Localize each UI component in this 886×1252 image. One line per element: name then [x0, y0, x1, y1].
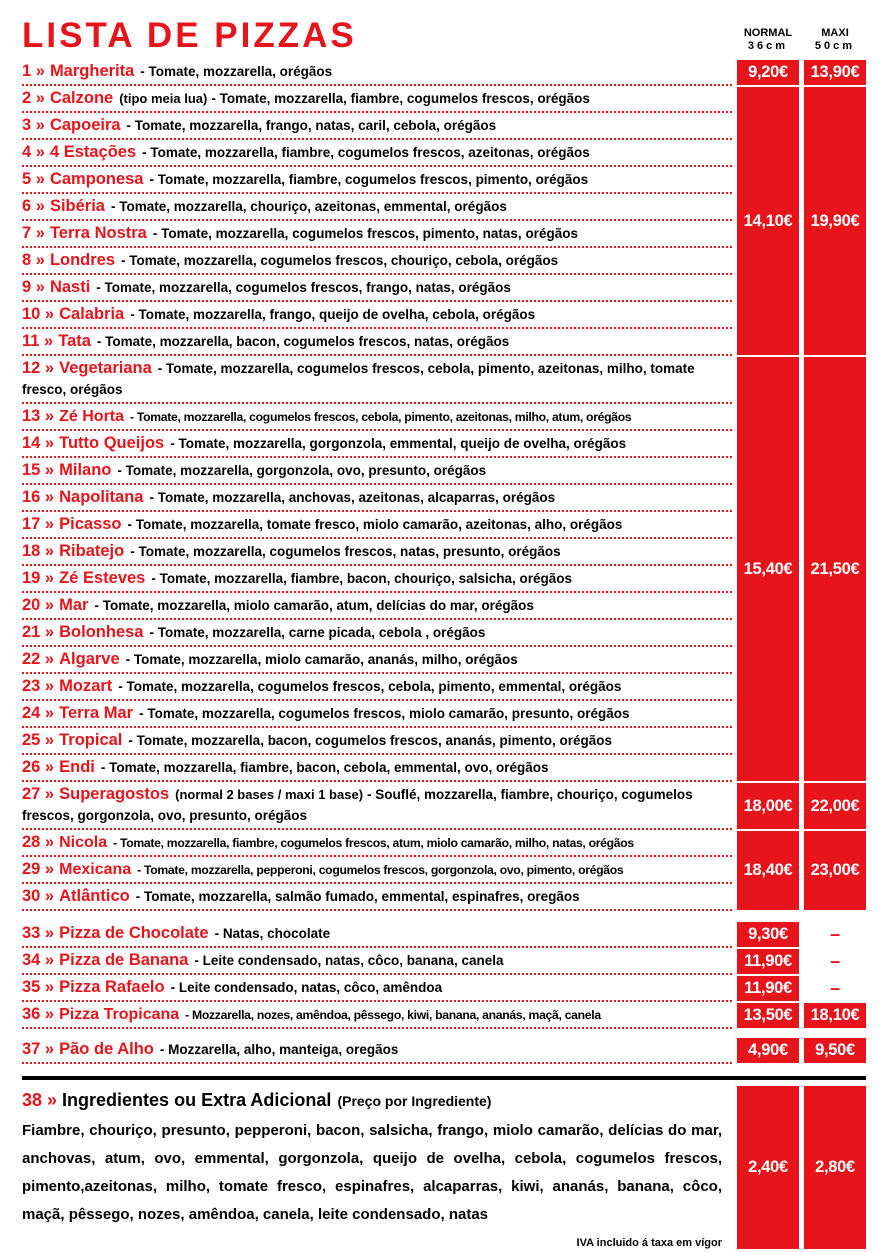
item-description: - Leite condensado, natas, côco, amêndoa [170, 980, 443, 995]
menu-group [22, 59, 866, 86]
menu-group [22, 86, 866, 356]
item-name: Tata [58, 332, 91, 350]
item-number: 2 » [22, 89, 45, 107]
extra-price-maxi: 2,80€ [804, 1086, 866, 1249]
price-maxi: 23,00€ [804, 831, 866, 910]
item-description: - Tomate, mozzarella, frango, queijo de ovelha, cebola, orégãos [130, 307, 536, 322]
item-name: Capoeira [49, 116, 121, 134]
item-name: Pizza de Banana [59, 951, 189, 969]
item-description: - Tomate, mozzarella, cogumelos frescos, natas, presunto, orégãos [130, 544, 561, 559]
item-description: - Tomate, mozzarella, bacon, cogumelos frescos, ananás, pimento, orégãos [128, 733, 613, 748]
item-description: - Tomate, mozzarella, cogumelos frescos, pimento, natas, orégãos [152, 226, 578, 241]
menu-item [22, 620, 732, 647]
extra-item-number: 38 » [22, 1090, 58, 1110]
item-number: 28 » [22, 833, 55, 851]
menu-item [22, 431, 732, 458]
price-maxi: – [830, 978, 840, 998]
item-number: 19 » [22, 569, 55, 587]
menu-item [22, 782, 732, 830]
item-name: Bolonhesa [59, 623, 144, 641]
item-name: Tropical [59, 731, 123, 749]
extra-price-normal: 2,40€ [737, 1086, 799, 1249]
extra-title: Ingredientes ou Extra Adicional [62, 1090, 332, 1110]
menu-item [22, 113, 732, 140]
item-name: Napolitana [59, 488, 144, 506]
item-number: 33 » [22, 924, 55, 942]
menu-item [22, 701, 732, 728]
item-number: 34 » [22, 951, 55, 969]
menu-group [22, 1037, 866, 1064]
item-name: Atlântico [59, 887, 130, 905]
item-description: - Tomate, mozzarella, gorgonzola, emmental, queijo de ovelha, orégãos [170, 436, 627, 451]
item-name: Zé Horta [59, 408, 125, 425]
item-description: - Tomate, mozzarella, bacon, cogumelos frescos, natas, orégãos [96, 334, 510, 349]
price-maxi: – [830, 924, 840, 944]
item-name: Calzone [49, 89, 114, 107]
menu-group [22, 921, 866, 948]
item-description: - Tomate, mozzarella, carne picada, cebola , orégãos [149, 625, 486, 640]
menu-item [22, 948, 732, 975]
price-normal: 11,90€ [737, 949, 799, 974]
group-items [22, 975, 732, 1002]
item-name: Picasso [59, 515, 122, 533]
price-normal: 9,30€ [737, 922, 799, 947]
menu-group [22, 830, 866, 911]
item-number: 21 » [22, 623, 55, 641]
item-description: - Tomate, mozzarella, fiambre, cogumelos frescos, orégãos [211, 91, 590, 106]
item-number: 10 » [22, 305, 55, 323]
menu-groups [22, 59, 866, 1064]
item-name: Terra Mar [59, 704, 134, 722]
price-maxi: 13,90€ [804, 60, 866, 85]
menu-item [22, 59, 732, 86]
menu-item [22, 248, 732, 275]
menu-item [22, 593, 732, 620]
item-name: Endi [59, 758, 95, 776]
item-number: 8 » [22, 251, 45, 269]
price-normal: 18,00€ [737, 783, 799, 829]
iva-note: IVA incluido á taxa em vígor [576, 1237, 722, 1249]
item-name: Algarve [59, 650, 120, 668]
group-items [22, 830, 732, 911]
normal-column-header [737, 27, 799, 53]
extra-title-row [22, 1086, 722, 1117]
item-description: - Natas, chocolate [214, 926, 331, 941]
menu-item [22, 884, 732, 911]
normal-column-label: NORMAL [743, 26, 793, 39]
item-description: - Tomate, mozzarella, miolo camarão, atum, delícias do mar, orégãos [94, 598, 534, 613]
item-number: 6 » [22, 197, 45, 215]
menu-item [22, 221, 732, 248]
menu-item [22, 512, 732, 539]
group-items [22, 1037, 732, 1064]
menu-group [22, 356, 866, 782]
item-name: Mozart [59, 677, 113, 695]
menu-item [22, 140, 732, 167]
menu-item [22, 857, 732, 884]
item-number: 36 » [22, 1005, 55, 1023]
menu-item [22, 1037, 732, 1064]
menu-item [22, 830, 732, 857]
item-name: Vegetariana [59, 359, 152, 377]
menu-item [22, 167, 732, 194]
menu-item [22, 539, 732, 566]
item-number: 5 » [22, 170, 45, 188]
item-number: 20 » [22, 596, 55, 614]
item-description: - Leite condensado, natas, côco, banana, canela [194, 953, 504, 968]
item-number: 22 » [22, 650, 55, 668]
price-column-headers [737, 27, 866, 53]
item-description: - Tomate, mozzarella, fiambre, bacon, cebola, emmental, ovo, orégãos [100, 760, 549, 775]
item-description: - Tomate, mozzarella, cogumelos frescos, cebola, pimento, azeitonas, milho, tomate fresco, orégãos [22, 361, 695, 397]
menu-group [22, 782, 866, 830]
menu-item [22, 1002, 732, 1029]
item-name: Londres [49, 251, 116, 269]
item-description: - Tomate, mozzarella, pepperoni, cogumelos frescos, gorgonzola, ovo, pimento, orégãos [137, 863, 624, 877]
item-name: Tutto Queijos [59, 434, 165, 452]
maxi-column-header [804, 27, 866, 53]
item-name: Mar [59, 596, 89, 614]
price-normal: 9,20€ [737, 60, 799, 85]
item-note: (tipo meia lua) [119, 91, 208, 106]
extra-section [22, 1086, 866, 1249]
group-items [22, 59, 732, 86]
item-name: Mexicana [59, 861, 132, 878]
item-number: 13 » [22, 407, 55, 425]
group-items [22, 948, 732, 975]
item-description: - Tomate, mozzarella, cogumelos frescos, frango, natas, orégãos [96, 280, 511, 295]
item-note: (normal 2 bases / maxi 1 base) [175, 787, 364, 802]
item-description: - Tomate, mozzarella, fiambre, bacon, chouriço, salsicha, orégãos [151, 571, 572, 586]
menu-item [22, 86, 732, 113]
item-name: Calabria [59, 305, 125, 323]
item-number: 17 » [22, 515, 55, 533]
price-maxi: 18,10€ [804, 1003, 866, 1028]
item-number: 26 » [22, 758, 55, 776]
group-items [22, 782, 732, 830]
item-description: - Souflé, mozzarella, fiambre, chouriço, cogumelos frescos, gorgonzola, ovo, presunto, orégãos [22, 787, 693, 823]
item-name: Terra Nostra [49, 224, 147, 242]
item-description: - Tomate, mozzarella, fiambre, cogumelos frescos, pimento, orégãos [149, 172, 589, 187]
item-description: - Tomate, mozzarella, frango, natas, caril, cebola, orégãos [126, 118, 497, 133]
group-items [22, 86, 732, 356]
price-maxi: – [830, 951, 840, 971]
item-name: Nicola [59, 834, 108, 851]
item-name: Superagostos [59, 785, 170, 803]
menu-item [22, 674, 732, 701]
price-normal: 13,50€ [737, 1003, 799, 1028]
item-description: - Tomate, mozzarella, cogumelos frescos, cebola, pimento, emmental, orégãos [118, 679, 622, 694]
price-normal: 18,40€ [737, 831, 799, 910]
menu-group [22, 975, 866, 1002]
item-number: 7 » [22, 224, 45, 242]
menu-item [22, 404, 732, 431]
item-number: 27 » [22, 785, 55, 803]
menu-item [22, 728, 732, 755]
item-number: 14 » [22, 434, 55, 452]
item-number: 24 » [22, 704, 55, 722]
normal-column-size: 36cm [747, 39, 789, 52]
price-maxi: 22,00€ [804, 783, 866, 829]
item-description: - Tomate, mozzarella, miolo camarão, ananás, milho, orégãos [125, 652, 518, 667]
item-number: 9 » [22, 278, 45, 296]
item-description: - Tomate, mozzarella, cogumelos frescos, cebola, pimento, azeitonas, milho, atum, orégãos [130, 410, 632, 424]
item-name: Margherita [49, 62, 135, 80]
item-number: 29 » [22, 860, 55, 878]
item-number: 37 » [22, 1040, 55, 1058]
item-name: 4 Estações [49, 143, 137, 161]
item-name: Ribatejo [59, 542, 125, 560]
item-description: - Tomate, mozzarella, anchovas, azeitonas, alcaparras, orégãos [149, 490, 556, 505]
maxi-column-size: 50cm [814, 39, 856, 52]
maxi-column-label: MAXI [821, 26, 849, 39]
menu-item [22, 275, 732, 302]
item-description: - Tomate, mozzarella, orégãos [140, 64, 333, 79]
menu-item [22, 458, 732, 485]
item-description: - Tomate, mozzarella, salmão fumado, emmental, espinafres, oregãos [135, 889, 580, 904]
item-description: - Tomate, mozzarella, chouriço, azeitonas, emmental, orégãos [110, 199, 507, 214]
item-number: 23 » [22, 677, 55, 695]
item-name: Pão de Alho [59, 1040, 154, 1058]
item-description: - Tomate, mozzarella, fiambre, cogumelos frescos, atum, miolo camarão, milho, natas, orégãos [113, 836, 634, 850]
item-name: Milano [59, 461, 112, 479]
item-name: Pizza Rafaelo [59, 978, 165, 996]
price-maxi: 19,90€ [804, 87, 866, 355]
menu-item [22, 921, 732, 948]
menu-item [22, 485, 732, 512]
item-name: Pizza Tropicana [59, 1006, 180, 1023]
menu-group [22, 1002, 866, 1029]
extra-title-note: (Preço por Ingrediente) [337, 1093, 492, 1109]
menu-item [22, 975, 732, 1002]
group-items [22, 921, 732, 948]
menu-item [22, 329, 732, 356]
item-number: 16 » [22, 488, 55, 506]
item-number: 11 » [22, 332, 54, 350]
item-number: 3 » [22, 116, 45, 134]
item-number: 30 » [22, 887, 55, 905]
extra-content [22, 1086, 732, 1249]
menu-item [22, 356, 732, 404]
item-number: 18 » [22, 542, 55, 560]
price-normal: 4,90€ [737, 1038, 799, 1063]
item-number: 4 » [22, 143, 45, 161]
item-description: - Mozzarella, nozes, amêndoa, pêssego, kiwi, banana, ananás, maçã, canela [185, 1008, 601, 1022]
item-name: Nasti [49, 278, 91, 296]
price-normal: 15,40€ [737, 357, 799, 781]
group-items [22, 1002, 732, 1029]
group-items [22, 356, 732, 782]
price-maxi: 9,50€ [804, 1038, 866, 1063]
menu-item [22, 647, 732, 674]
section-divider [22, 1076, 866, 1080]
item-description: - Mozzarella, alho, manteiga, oregãos [159, 1042, 399, 1057]
item-name: Pizza de Chocolate [59, 924, 209, 942]
item-number: 35 » [22, 978, 55, 996]
item-description: - Tomate, mozzarella, cogumelos frescos, miolo camarão, presunto, orégãos [139, 706, 630, 721]
menu-header [22, 18, 866, 53]
item-number: 1 » [22, 62, 45, 80]
menu-group [22, 948, 866, 975]
item-name: Camponesa [49, 170, 144, 188]
menu-item [22, 755, 732, 782]
item-description: - Tomate, mozzarella, gorgonzola, ovo, presunto, orégãos [117, 463, 487, 478]
item-description: - Tomate, mozzarella, tomate fresco, miolo camarão, azeitonas, alho, orégãos [127, 517, 623, 532]
page-title: LISTA DE PIZZAS [22, 16, 357, 55]
item-name: Sibéria [49, 197, 105, 215]
item-description: - Tomate, mozzarella, fiambre, cogumelos frescos, azeitonas, orégãos [142, 145, 590, 160]
menu-item [22, 194, 732, 221]
menu-item [22, 302, 732, 329]
item-number: 15 » [22, 461, 55, 479]
price-normal: 11,90€ [737, 976, 799, 1001]
item-number: 25 » [22, 731, 55, 749]
item-description: - Tomate, mozzarella, cogumelos frescos, chouriço, cebola, orégãos [121, 253, 559, 268]
item-number: 12 » [22, 359, 55, 377]
price-normal: 14,10€ [737, 87, 799, 355]
extra-ingredients-list: Fiambre, chouriço, presunto, pepperoni, bacon, salsicha, frango, miolo camarão, delícias do mar, anchovas, atum, ovo, emmental, gorgonzola, queijo de ovelha, cebola, cogumelos frescos, pimento,azeitonas, milho, tomate fresco, espinafres, alcaparras, kiwi, ananás, banana, côco, maçã, pêssego, nozes, amêndoa, canela, leite condensado, natas [22, 1122, 722, 1223]
item-name: Zé Esteves [59, 569, 146, 587]
price-maxi: 21,50€ [804, 357, 866, 781]
menu-item [22, 566, 732, 593]
